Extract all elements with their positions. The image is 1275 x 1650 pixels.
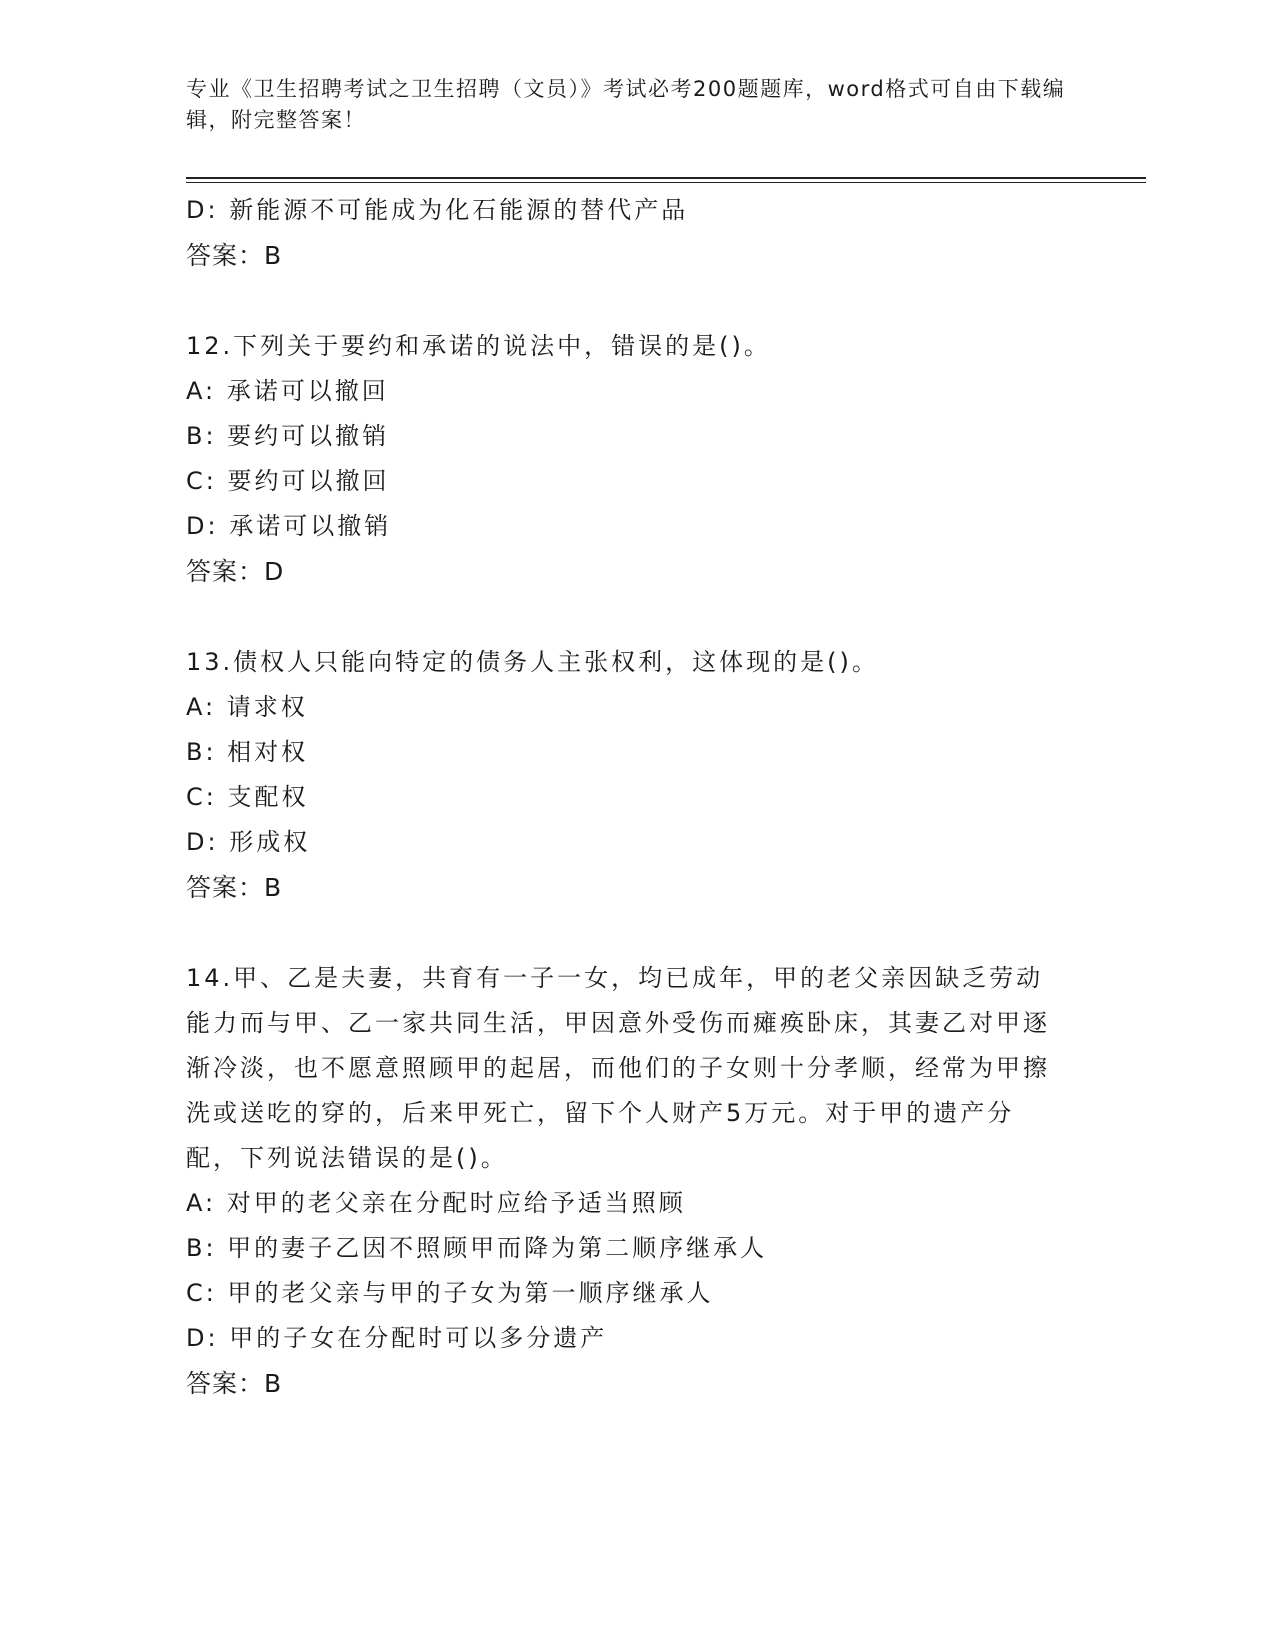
- spacer: [186, 594, 1076, 640]
- question-stem: 13.债权人只能向特定的债务人主张权利，这体现的是()。: [186, 648, 879, 676]
- option-d: D: 承诺可以撤销: [186, 512, 392, 540]
- document-header: 专业《卫生招聘考试之卫生招聘（文员）》考试必考200题题库，word格式可自由下载编辑，附完整答案！: [186, 77, 1066, 132]
- option-d: D: 新能源不可能成为化石能源的替代产品: [186, 196, 689, 224]
- answer-line: 答案：B: [186, 873, 283, 902]
- question-13: [186, 640, 1076, 910]
- spacer: [186, 278, 1076, 324]
- spacer: [186, 910, 1076, 956]
- option-a: A: 请求权: [186, 693, 308, 721]
- option-b: B: 相对权: [186, 738, 309, 766]
- option-c: C: 甲的老父亲与甲的子女为第一顺序继承人: [186, 1279, 714, 1307]
- answer-line: 答案：D: [186, 557, 285, 586]
- option-a: A: 对甲的老父亲在分配时应给予适当照顾: [186, 1189, 686, 1217]
- option-c: C: 支配权: [186, 783, 309, 811]
- question-stem: 14.甲、乙是夫妻，共育有一子一女，均已成年，甲的老父亲因缺乏劳动能力而与甲、乙一家共同生活，甲因意外受伤而瘫痪卧床，其妻乙对甲逐渐冷淡，也不愿意照顾甲的起居，而他们的子女则十分孝顺，经常为甲擦洗或送吃的穿的，后来甲死亡，留下个人财产5万元。对于甲的遗产分配，下列说法错误的是()。: [186, 964, 1050, 1172]
- option-d: D: 形成权: [186, 828, 311, 856]
- question-14: [186, 956, 1076, 1406]
- option-c: C: 要约可以撤回: [186, 467, 390, 495]
- header-divider-thin: [186, 182, 1146, 183]
- question-list: [186, 188, 1076, 1406]
- option-b: B: 甲的妻子乙因不照顾甲而降为第二顺序继承人: [186, 1234, 768, 1262]
- header-divider-thick: [186, 177, 1146, 179]
- option-b: B: 要约可以撤销: [186, 422, 390, 450]
- question-stem: 12.下列关于要约和承诺的说法中，错误的是()。: [186, 332, 771, 360]
- question-12: [186, 324, 1076, 594]
- continued-question: [186, 188, 1076, 278]
- answer-line: 答案：B: [186, 1369, 283, 1398]
- answer-line: 答案：B: [186, 241, 283, 270]
- option-d: D: 甲的子女在分配时可以多分遗产: [186, 1324, 608, 1352]
- option-a: A: 承诺可以撤回: [186, 377, 389, 405]
